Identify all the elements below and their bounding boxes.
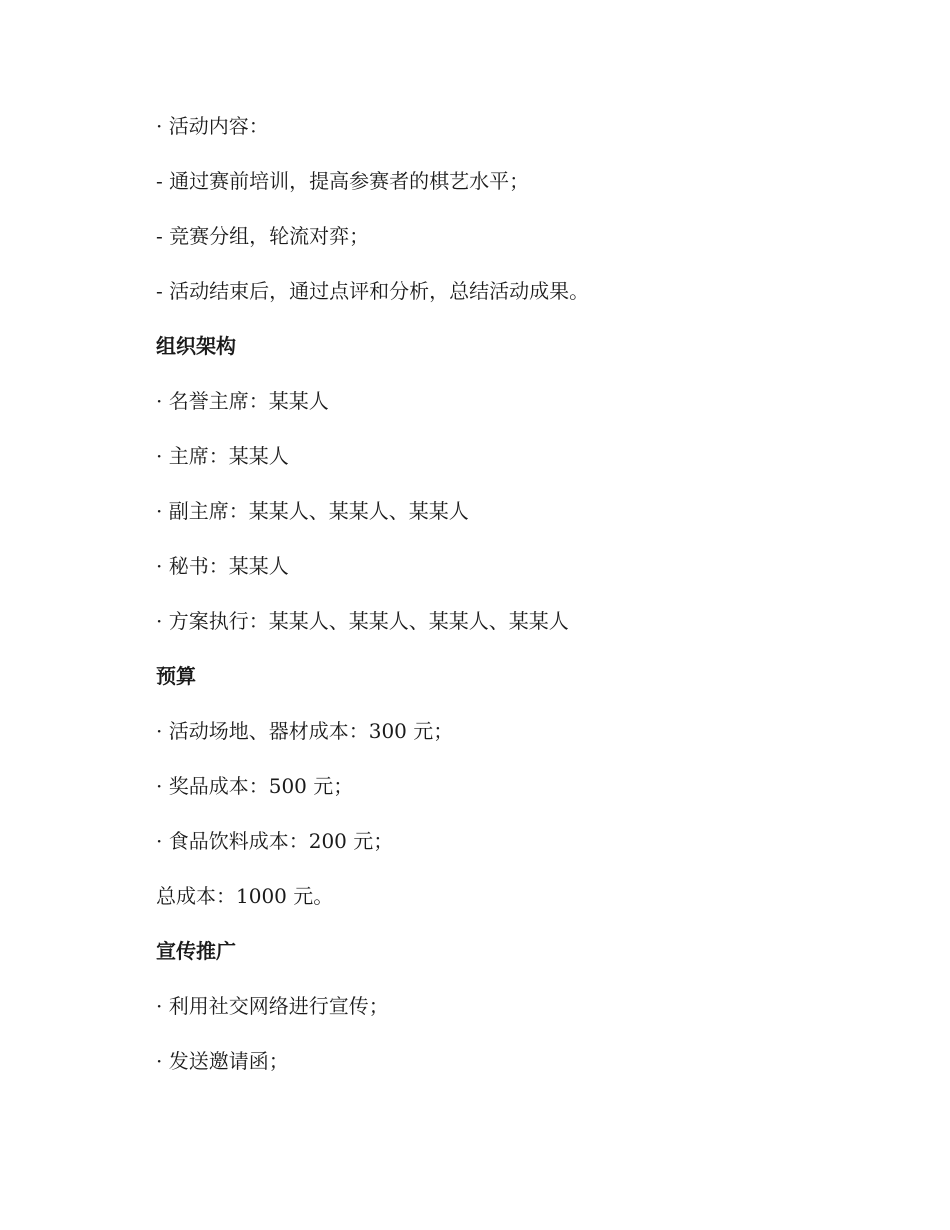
- activity-item-training: - 通过赛前培训，提高参赛者的棋艺水平；: [156, 169, 530, 193]
- promotion-item-social: · 利用社交网络进行宣传；: [156, 994, 389, 1018]
- document-page: [156, 111, 856, 1101]
- org-item-chair: · 主席：某某人: [156, 444, 289, 468]
- org-item-secretary: · 秘书：某某人: [156, 554, 289, 578]
- budget-item-venue: · 活动场地、器材成本：300 元；: [156, 719, 454, 743]
- org-item-honorary-chair: · 名誉主席：某某人: [156, 389, 329, 413]
- promotion-item-invitations: · 发送邀请函；: [156, 1049, 289, 1073]
- org-item-vice-chair: · 副主席：某某人、某某人、某某人: [156, 499, 469, 523]
- budget-item-food: · 食品饮料成本：200 元；: [156, 829, 394, 853]
- budget-item-prizes: · 奖品成本：500 元；: [156, 774, 354, 798]
- section-heading-budget: 预算: [156, 664, 196, 688]
- section-heading-organization: 组织架构: [156, 334, 236, 358]
- activity-content-label: · 活动内容：: [156, 114, 269, 138]
- activity-item-summary: - 活动结束后，通过点评和分析，总结活动成果。: [156, 279, 590, 303]
- org-item-executors: · 方案执行：某某人、某某人、某某人、某某人: [156, 609, 569, 633]
- section-heading-promotion: 宣传推广: [156, 939, 236, 963]
- activity-item-grouping: - 竞赛分组，轮流对弈；: [156, 224, 370, 248]
- budget-total: 总成本：1000 元。: [156, 884, 334, 908]
